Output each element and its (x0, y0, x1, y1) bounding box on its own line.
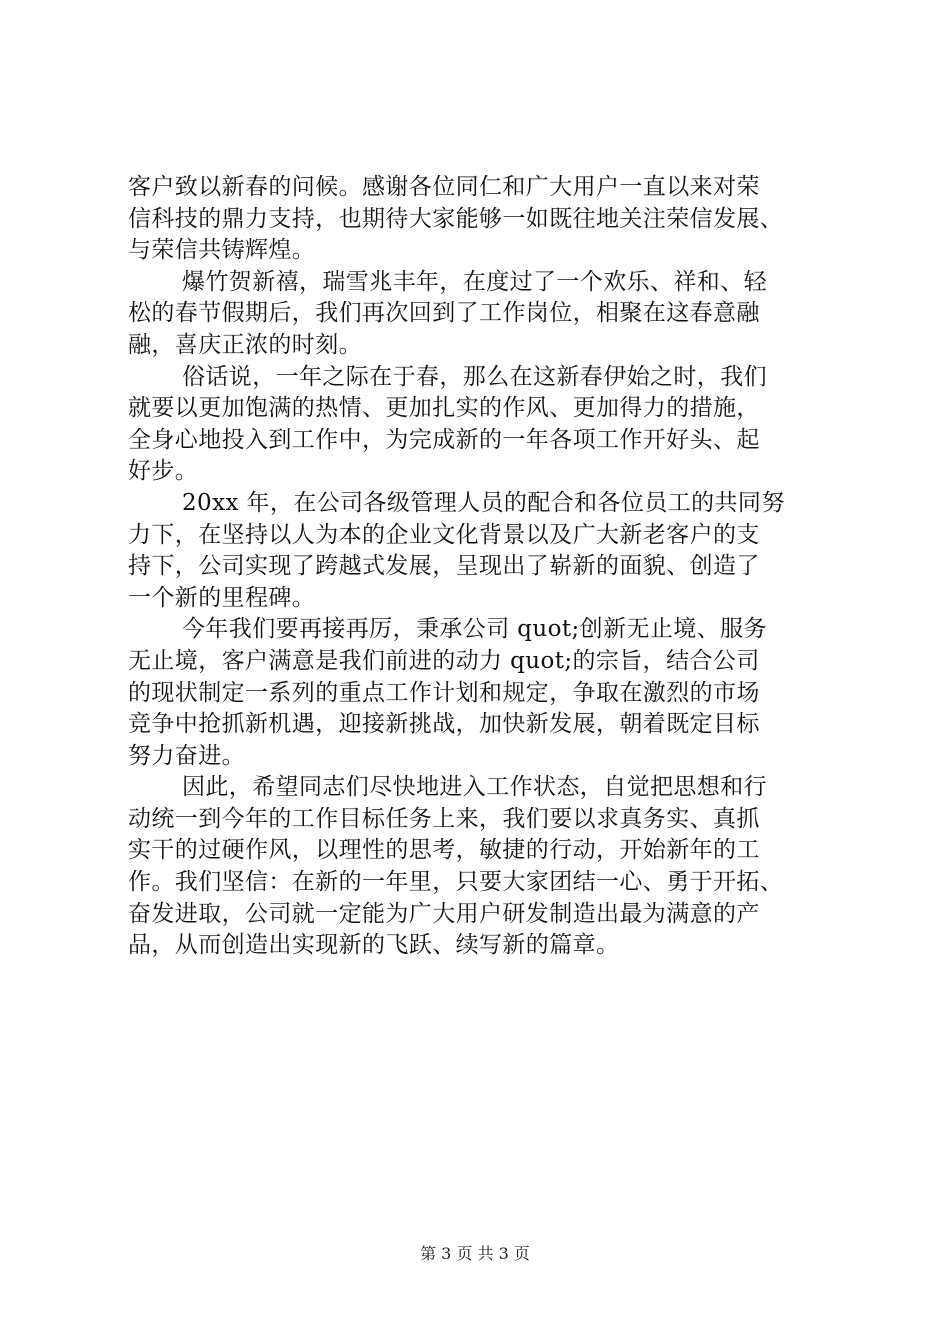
paragraph-first-line: 爆竹贺新禧，瑞雪兆丰年，在度过了一个欢乐、祥和、轻 (182, 268, 767, 295)
text-line: 竞争中抢抓新机遇，迎接新挑战，加快新发展，朝着既定目标 (128, 711, 760, 738)
text-line: 一个新的里程碑。 (128, 584, 316, 611)
text-line: 奋发进取，公司就一定能为广大用户研发制造出最为满意的产 (128, 900, 760, 927)
paragraph-first-line: 俗话说，一年之际在于春，那么在这新春伊始之时，我们 (182, 363, 767, 390)
text-line: 力下，在坚持以人为本的企业文化背景以及广大新老客户的支 (128, 521, 760, 548)
text-line: 客户致以新春的问候。感谢各位同仁和广大用户一直以来对荣 (128, 174, 760, 200)
paragraph-first-line: 因此，希望同志们尽快地进入工作状态，自觉把思想和行 (182, 774, 767, 801)
page-footer: 第 3 页 共 3 页 (420, 1244, 530, 1263)
text-line: 好步。 (128, 458, 199, 485)
paragraph-first-line: 今年我们要再接再厉，秉承公司 quot;创新无止境、服务 (182, 616, 767, 643)
text-line: 全身心地投入到工作中，为完成新的一年各项工作开好头、起 (128, 426, 760, 453)
document-body (128, 172, 848, 962)
text-line: 无止境，客户满意是我们前进的动力 quot;的宗旨，结合公司 (128, 647, 760, 674)
text-line: 持下，公司实现了跨越式发展，呈现出了崭新的面貌、创造了 (128, 553, 760, 580)
text-line: 动统一到今年的工作目标任务上来，我们要以求真务实、真抓 (128, 805, 760, 832)
paragraph-first-line: 20xx 年，在公司各级管理人员的配合和各位员工的共同努 (182, 489, 785, 516)
text-line: 与荣信共铸辉煌。 (128, 237, 316, 264)
text-line: 松的春节假期后，我们再次回到了工作岗位，相聚在这春意融 (128, 300, 760, 327)
text-line: 的现状制定一系列的重点工作计划和规定，争取在激烈的市场 (128, 679, 760, 706)
text-line: 信科技的鼎力支持，也期待大家能够一如既往地关注荣信发展、 (128, 205, 784, 232)
text-line: 就要以更加饱满的热情、更加扎实的作风、更加得力的措施， (128, 395, 760, 422)
text-line: 实干的过硬作风，以理性的思考，敏捷的行动，开始新年的工 (128, 837, 760, 864)
text-line: 努力奋进。 (128, 742, 245, 769)
text-line: 融，喜庆正浓的时刻。 (128, 331, 362, 358)
text-line: 品，从而创造出实现新的飞跃、续写新的篇章。 (128, 932, 620, 959)
text-line: 作。我们坚信：在新的一年里，只要大家团结一心、勇于开拓、 (128, 869, 784, 896)
